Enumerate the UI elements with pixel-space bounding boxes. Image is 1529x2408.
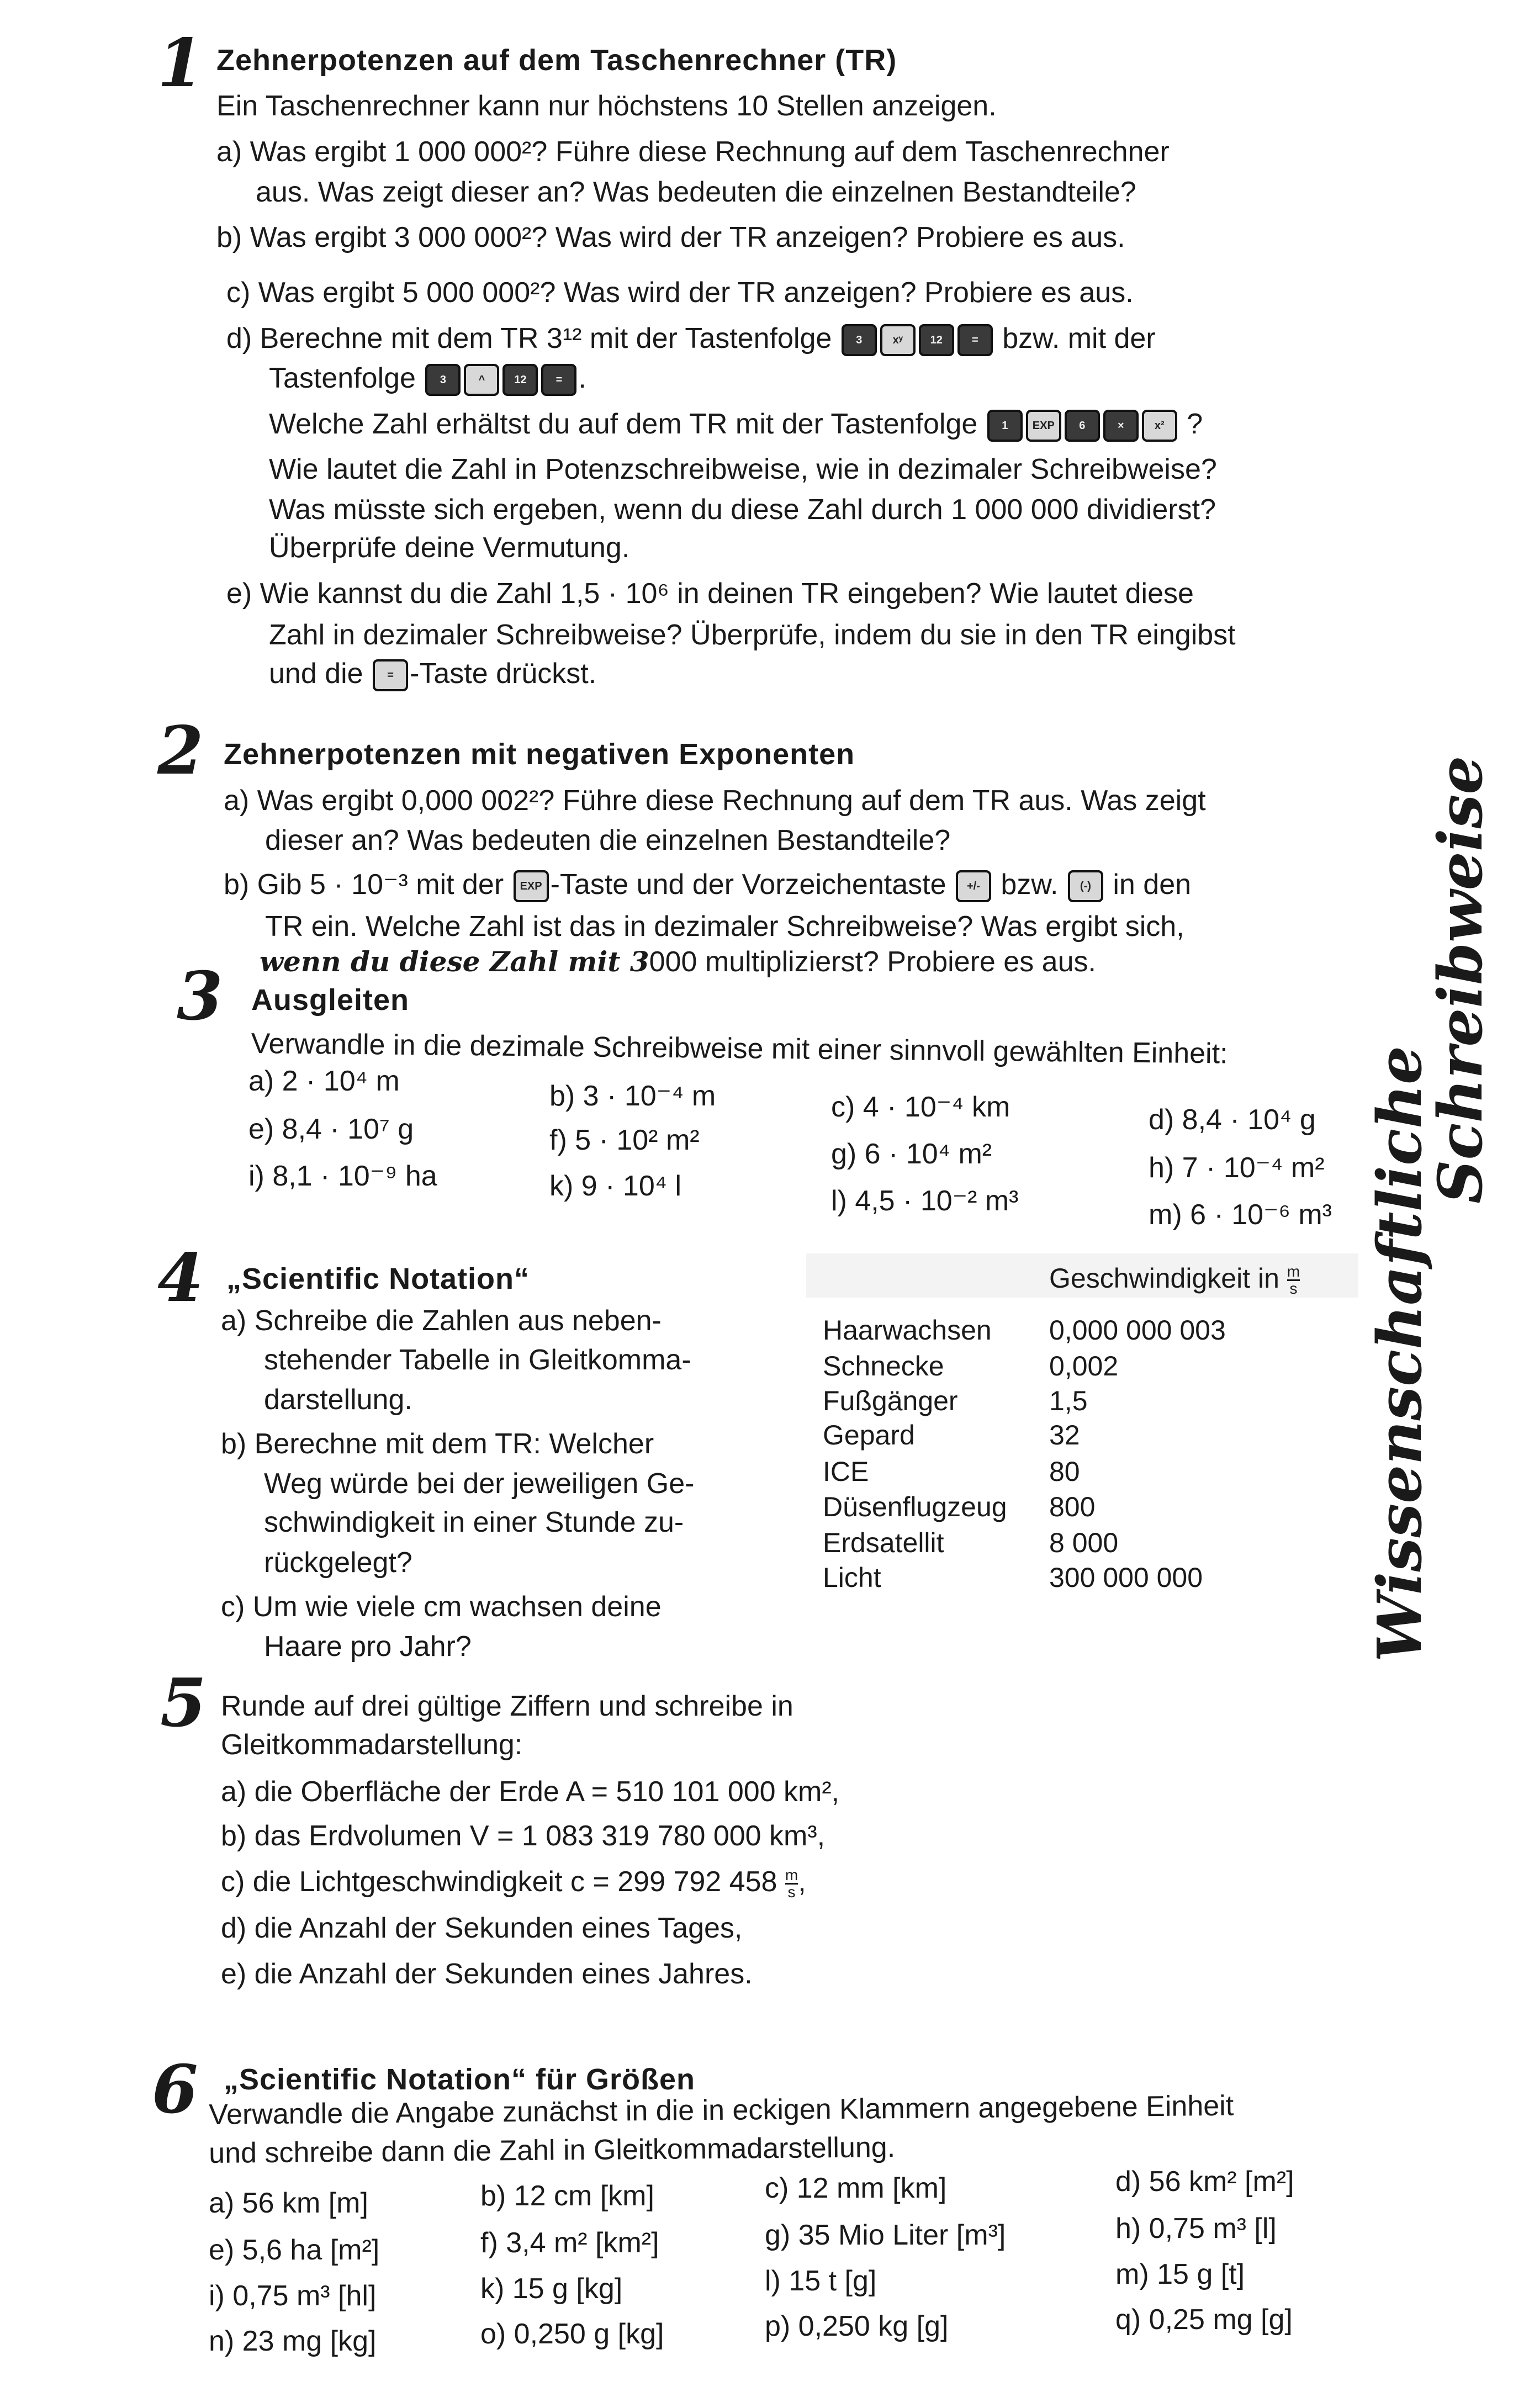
task-3-item-b: b) 3 · 10⁻⁴ m — [549, 1080, 716, 1112]
speed-table-name: Gepard — [823, 1420, 915, 1451]
task-1d-line-6: Überprüfe deine Vermutung. — [269, 532, 630, 564]
task-1d-line-4: Wie lautet die Zahl in Potenzschreibweise, wie in dezimaler Schreibweise? — [269, 453, 1217, 485]
task-2-title: Zehnerpotenzen mit negativen Exponenten — [224, 738, 855, 771]
task-6-title: „Scientific Notation“ für Größen — [224, 2063, 696, 2096]
task-2b-text-1: b) Gib 5 · 10⁻³ mit der — [224, 869, 504, 901]
task-3-item-g: g) 6 · 10⁴ m² — [831, 1138, 992, 1170]
task-5-intro-2: Gleitkommadarstellung: — [221, 1729, 523, 1761]
exp-key-icon: = — [373, 659, 408, 691]
task-3-title: Ausgleiten — [251, 983, 410, 1017]
task-2b-line-2: TR ein. Welche Zahl ist das in dezimaler Schreibweise? Was ergibt sich, — [265, 911, 1184, 943]
task-6-item: h) 0,75 m³ [l] — [1115, 2213, 1277, 2245]
speed-table-name: ICE — [823, 1456, 869, 1487]
negative-key-icon: (-) — [1068, 870, 1103, 902]
task-6-item: m) 15 g [t] — [1115, 2258, 1245, 2290]
task-4-number: 4 — [157, 1239, 204, 1317]
task-6-item: g) 35 Mio Liter [m³] — [765, 2219, 1006, 2251]
calculator-key-icon: × — [1103, 410, 1139, 442]
task-6-item: c) 12 mm [km] — [765, 2172, 947, 2204]
calculator-key-icon: 6 — [1065, 410, 1100, 442]
unit-numerator: m — [1287, 1263, 1300, 1280]
task-6-item: d) 56 km² [m²] — [1115, 2166, 1294, 2198]
speed-table-name: Fußgänger — [823, 1385, 958, 1416]
speed-table-value: 80 — [1049, 1456, 1080, 1487]
task-1d-line-5: Was müsste sich ergeben, wenn du diese Zahl durch 1 000 000 dividierst? — [269, 494, 1216, 526]
equals-key-icon: = — [957, 324, 993, 356]
task-1-title: Zehnerpotenzen auf dem Taschenrechner (TR) — [216, 44, 897, 77]
task-3-item-m: m) 6 · 10⁻⁶ m³ — [1149, 1199, 1332, 1231]
unit-denominator: s — [1289, 1280, 1298, 1298]
task-4-title: „Scientific Notation“ — [226, 1262, 530, 1295]
task-3-item-c: c) 4 · 10⁻⁴ km — [831, 1091, 1010, 1123]
task-5-item-d: d) die Anzahl der Sekunden eines Tages, — [221, 1912, 743, 1944]
exp-key-icon: EXP — [1026, 410, 1061, 442]
task-2b-line-3 — [260, 945, 1096, 978]
task-5-item-c-text: c) die Lichtgeschwindigkeit c = 299 792 458 — [221, 1866, 777, 1898]
speed-table-value: 1,5 — [1049, 1385, 1088, 1416]
task-3-item-d: d) 8,4 · 10⁴ g — [1149, 1104, 1316, 1136]
task-4-line-9: Haare pro Jahr? — [264, 1631, 472, 1663]
task-4-line-2: stehender Tabelle in Gleitkomma- — [264, 1344, 691, 1376]
task-3-intro: Verwandle in die dezimale Schreibweise mit einer sinnvoll gewählten Einheit: — [251, 1028, 1228, 1070]
calculator-key-icon: 1 — [987, 410, 1023, 442]
task-6-intro-2: und schreibe dann die Zahl in Gleitkommadarstellung. — [209, 2131, 896, 2169]
task-6-intro-1: Verwandle die Angabe zunächst in die in eckigen Klammern angegebene Einheit — [209, 2089, 1234, 2131]
speed-table-value: 800 — [1049, 1491, 1096, 1522]
task-4-line-1: a) Schreibe die Zahlen aus neben- — [221, 1305, 662, 1337]
task-2b-line-1 — [224, 868, 1191, 902]
task-1d-line-3 — [269, 407, 1203, 442]
task-6-item: i) 0,75 m³ [hl] — [209, 2280, 377, 2312]
calculator-key-icon: 3 — [842, 324, 877, 356]
speed-table-value: 0,002 — [1049, 1351, 1119, 1382]
task-6-item: p) 0,250 kg [g] — [765, 2310, 949, 2342]
task-2a-line-2: dieser an? Was bedeuten die einzelnen Bestandteile? — [265, 824, 951, 856]
task-1d-line-1 — [226, 322, 1156, 356]
task-4-line-7: rückgelegt? — [264, 1547, 412, 1579]
speed-table-header-text: Geschwindigkeit in — [1049, 1263, 1279, 1294]
square-key-icon: x² — [1142, 410, 1177, 442]
speed-table-name: Düsenflugzeug — [823, 1491, 1007, 1522]
speed-table-value: 300 000 000 — [1049, 1562, 1203, 1593]
task-6-item: b) 12 cm [km] — [480, 2180, 654, 2212]
task-2b-handwritten: wenn du diese Zahl mit 3 — [260, 945, 649, 978]
task-4-line-4: b) Berechne mit dem TR: Welcher — [221, 1428, 654, 1460]
speed-table-name: Erdsatellit — [823, 1527, 944, 1558]
task-5-item-b: b) das Erdvolumen V = 1 083 319 780 000 km³, — [221, 1820, 826, 1852]
task-4-line-5: Weg würde bei der jeweiligen Ge- — [264, 1468, 695, 1500]
task-2-number: 2 — [157, 712, 204, 790]
task-1d-text-6: ? — [1187, 408, 1203, 440]
margin-note-word-1: Wissenschaftliche — [1364, 1045, 1435, 1662]
task-5-item-e: e) die Anzahl der Sekunden eines Jahres. — [221, 1958, 753, 1990]
task-6-item: l) 15 t [g] — [765, 2265, 877, 2297]
task-1-intro: Ein Taschenrechner kann nur höchstens 10 Stellen anzeigen. — [216, 90, 997, 122]
task-1b: b) Was ergibt 3 000 000²? Was wird der TR anzeigen? Probiere es aus. — [216, 221, 1125, 253]
task-1d-line-2 — [269, 362, 586, 396]
task-5-item-c — [221, 1865, 806, 1900]
task-1e-text-1: und die — [269, 658, 363, 690]
task-3-number: 3 — [177, 957, 223, 1035]
task-1d-text-2: bzw. mit der — [1002, 322, 1156, 354]
task-4-line-6: schwindigkeit in einer Stunde zu- — [264, 1506, 684, 1538]
speed-table-name: Licht — [823, 1562, 881, 1593]
task-5-number: 5 — [160, 1664, 207, 1742]
task-1c: c) Was ergibt 5 000 000²? Was wird der TR anzeigen? Probiere es aus. — [226, 277, 1134, 309]
task-6-item: q) 0,25 mg [g] — [1115, 2304, 1293, 2336]
unit-denominator: s — [787, 1883, 796, 1901]
unit-fraction — [1287, 1264, 1300, 1296]
margin-note-word-2: Schreibweise — [1425, 755, 1496, 1204]
task-5-item-c-suffix: , — [798, 1866, 806, 1898]
task-3-item-a: a) 2 · 10⁴ m — [248, 1065, 400, 1097]
task-1a-line-1: a) Was ergibt 1 000 000²? Führe diese Rechnung auf dem Taschenrechner — [216, 136, 1170, 168]
task-1-number: 1 — [157, 24, 204, 102]
task-3-item-i: i) 8,1 · 10⁻⁹ ha — [248, 1160, 437, 1192]
task-3-item-e: e) 8,4 · 10⁷ g — [248, 1113, 414, 1145]
task-1d-text-3: Tastenfolge — [269, 362, 416, 394]
exp-key-icon: EXP — [514, 870, 549, 902]
unit-fraction — [785, 1867, 798, 1900]
power-key-icon: xʸ — [880, 324, 916, 356]
task-3-item-h: h) 7 · 10⁻⁴ m² — [1149, 1152, 1325, 1184]
speed-table-value: 8 000 — [1049, 1527, 1119, 1558]
speed-table-name: Haarwachsen — [823, 1315, 992, 1346]
task-1e-line-1: e) Wie kannst du die Zahl 1,5 · 10⁶ in deinen TR eingeben? Wie lautet diese — [226, 578, 1194, 610]
equals-key-icon: = — [541, 364, 576, 396]
sign-key-icon: +/- — [956, 870, 991, 902]
task-6-item: e) 5,6 ha [m²] — [209, 2234, 380, 2266]
task-6-item: f) 3,4 m² [km²] — [480, 2227, 659, 2259]
calculator-key-icon: 12 — [919, 324, 954, 356]
task-4-line-8: c) Um wie viele cm wachsen deine — [221, 1591, 662, 1623]
task-6-item: o) 0,250 g [kg] — [480, 2318, 664, 2350]
task-1d-text-5: Welche Zahl erhältst du auf dem TR mit der Tastenfolge — [269, 408, 978, 440]
task-2b-text-5: 000 multiplizierst? Probiere es aus. — [649, 946, 1096, 978]
task-6-item: k) 15 g [kg] — [480, 2273, 623, 2305]
task-1e-line-3 — [269, 657, 596, 691]
task-1d-text-4: . — [578, 362, 586, 394]
task-1e-line-2: Zahl in dezimaler Schreibweise? Überprüfe, indem du sie in den TR eingibst — [269, 619, 1236, 651]
task-6-number: 6 — [152, 2051, 198, 2129]
task-4-line-3: darstellung. — [264, 1384, 412, 1416]
task-1e-text-2: -Taste drückst. — [410, 658, 597, 690]
task-2b-text-4: in den — [1113, 869, 1192, 901]
task-1d-text-1: d) Berechne mit dem TR 3¹² mit der Tastenfolge — [226, 322, 832, 354]
task-5-item-a: a) die Oberfläche der Erde A = 510 101 000 km², — [221, 1776, 840, 1808]
task-3-item-k: k) 9 · 10⁴ l — [549, 1170, 682, 1202]
calculator-key-icon: 12 — [502, 364, 538, 396]
speed-table-header — [1049, 1262, 1300, 1296]
speed-table-value: 32 — [1049, 1420, 1080, 1451]
task-2b-text-2: -Taste und der Vorzeichentaste — [550, 869, 946, 901]
speed-table-name: Schnecke — [823, 1351, 944, 1382]
task-5-intro-1: Runde auf drei gültige Ziffern und schreibe in — [221, 1690, 793, 1722]
task-3-item-f: f) 5 · 10² m² — [549, 1124, 700, 1156]
task-3-item-l: l) 4,5 · 10⁻² m³ — [831, 1185, 1019, 1217]
task-6-item: n) 23 mg [kg] — [209, 2325, 377, 2357]
speed-table-value: 0,000 000 003 — [1049, 1315, 1226, 1346]
task-2b-text-3: bzw. — [1001, 869, 1059, 901]
power-key-icon: ^ — [464, 364, 499, 396]
task-1a-line-2: aus. Was zeigt dieser an? Was bedeuten die einzelnen Bestandteile? — [256, 176, 1136, 208]
task-6-item: a) 56 km [m] — [209, 2187, 368, 2219]
unit-numerator: m — [785, 1866, 798, 1883]
task-2a-line-1: a) Was ergibt 0,000 002²? Führe diese Rechnung auf dem TR aus. Was zeigt — [224, 785, 1206, 817]
calculator-key-icon: 3 — [425, 364, 461, 396]
